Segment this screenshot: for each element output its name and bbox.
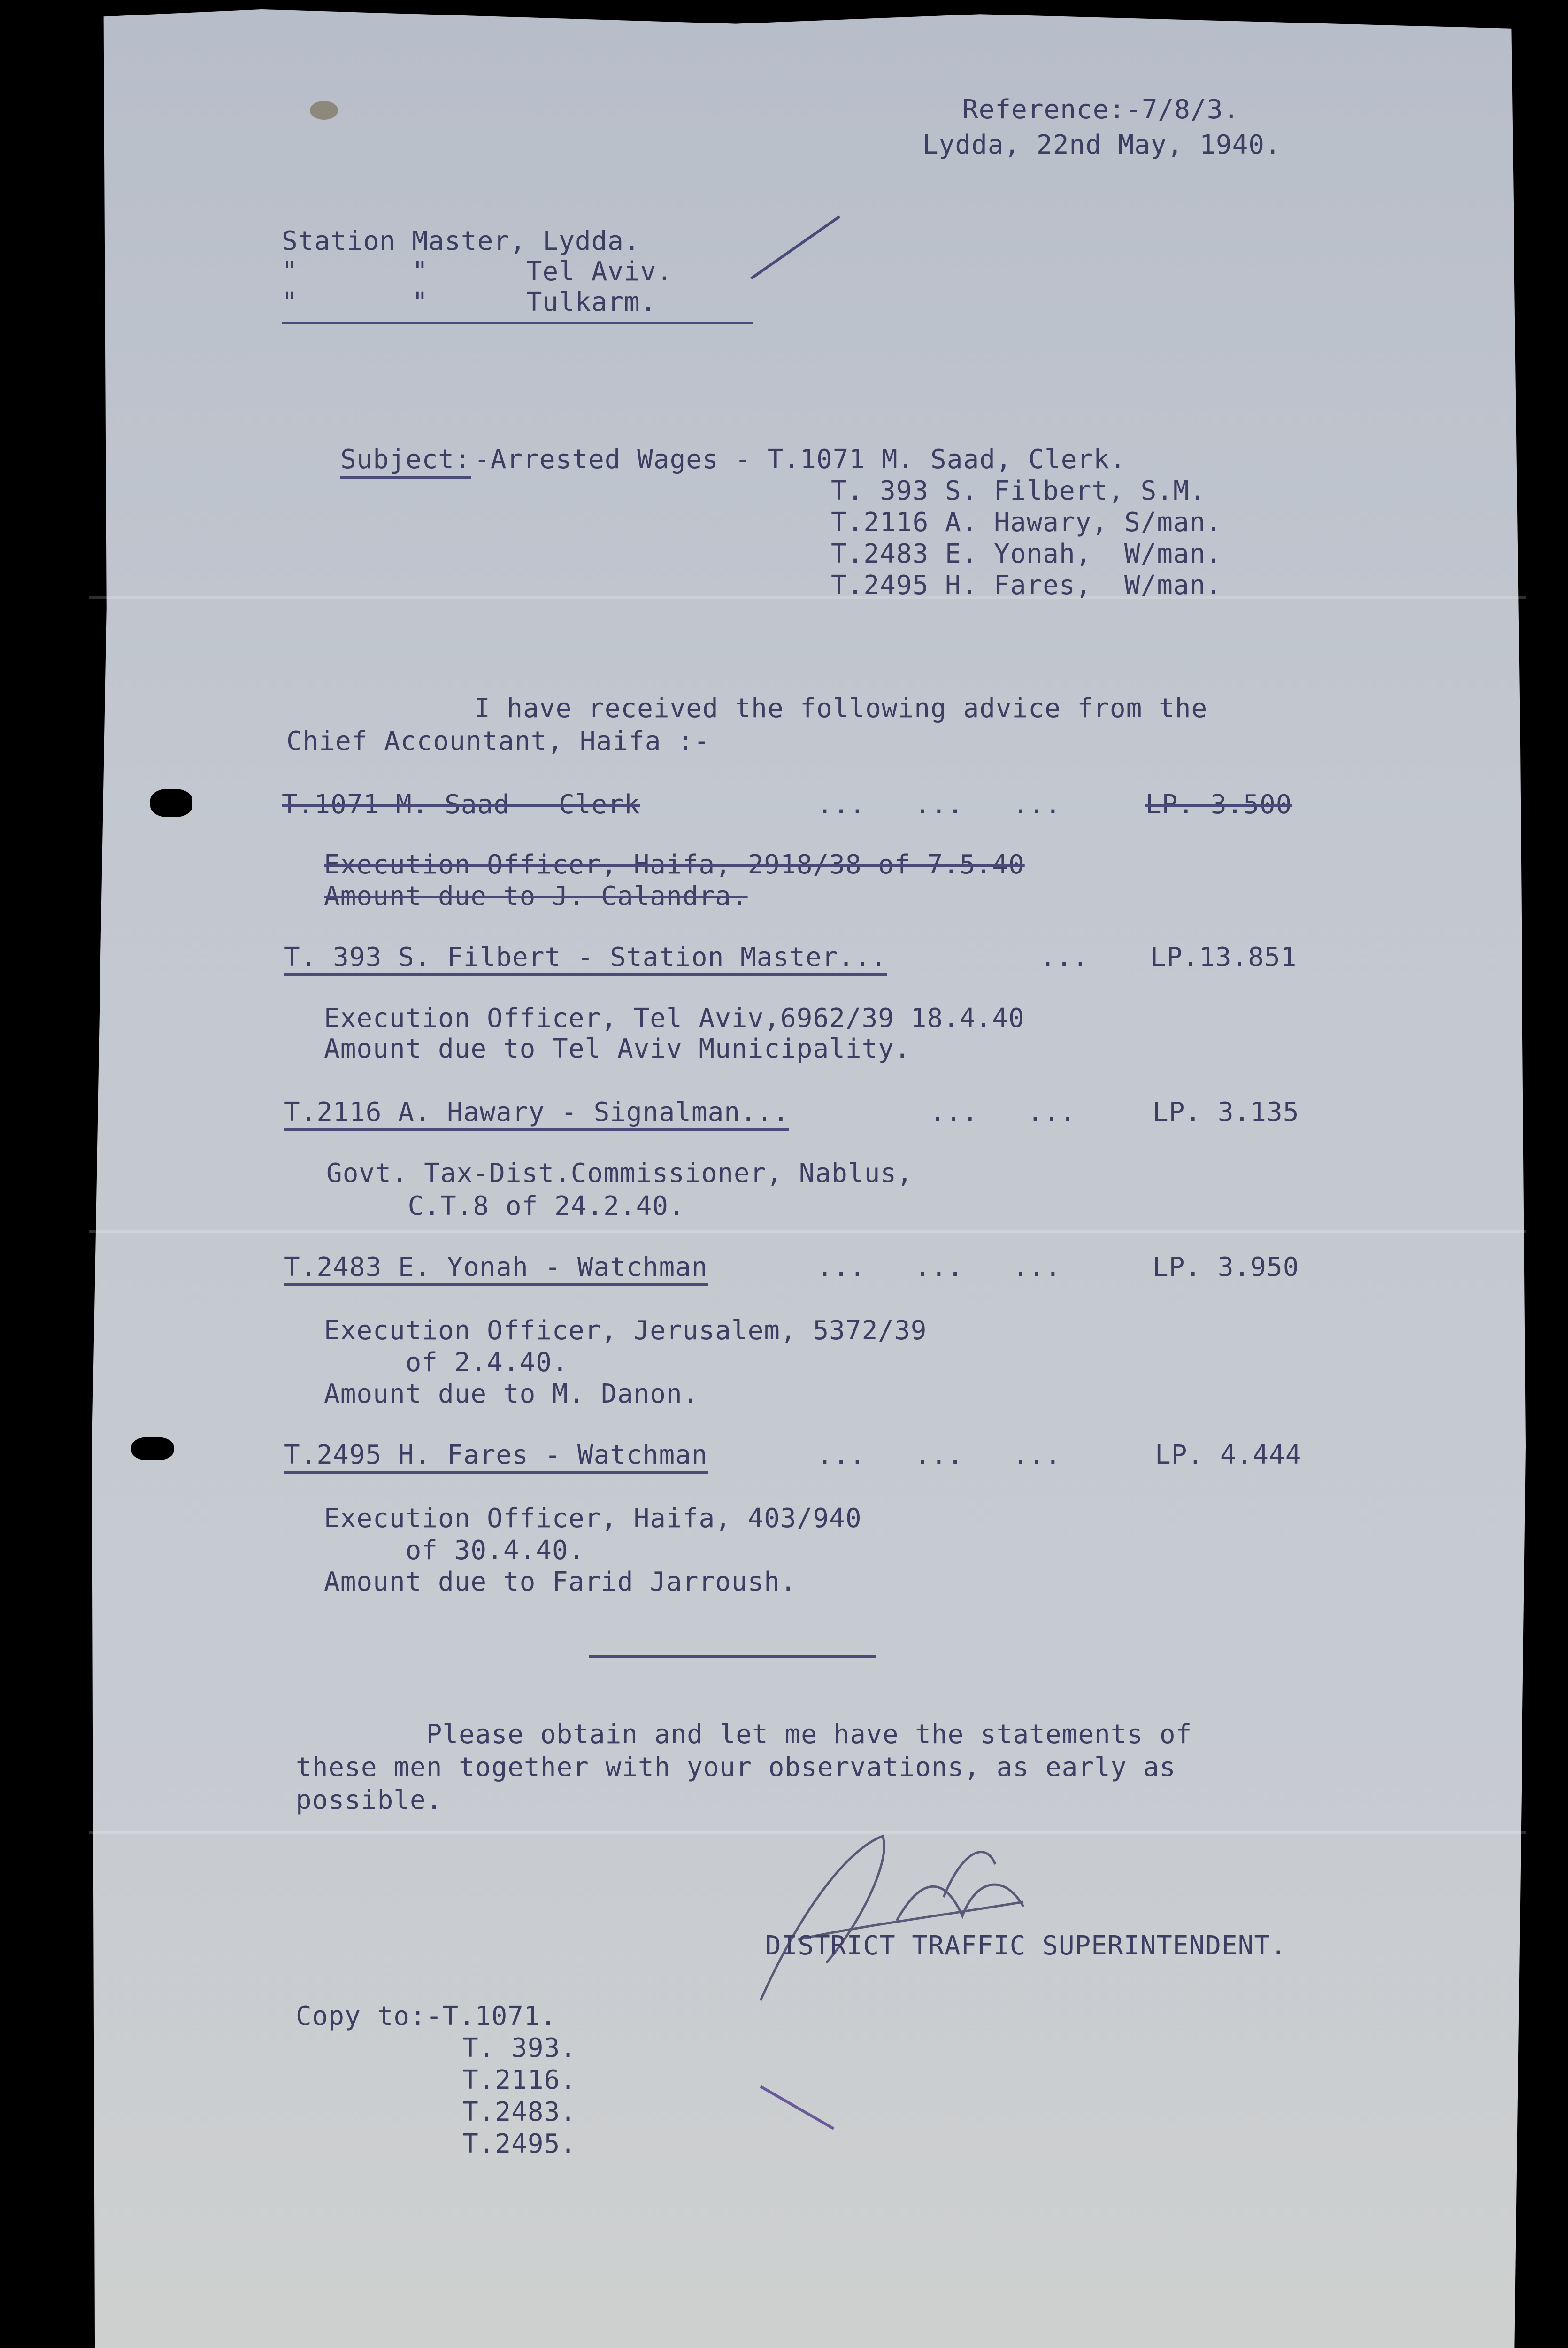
entry-detail: Amount due to M. Danon.	[324, 1379, 699, 1409]
entry-amount: LP. 4.444	[1155, 1440, 1302, 1470]
subject-line: T.2116 A. Hawary, S/man.	[831, 507, 1222, 538]
signature-title: DISTRICT TRAFFIC SUPERINTENDENT.	[765, 1931, 1287, 1961]
copy-to-line: T.2483.	[462, 2097, 577, 2127]
entry-head: T.2483 E. Yonah - Watchman	[284, 1251, 708, 1286]
addressee-line: Station Master, Lydda.	[282, 226, 640, 256]
closing-line: Please obtain and let me have the statements of	[296, 1719, 1192, 1750]
entry-head: T.1071 M. Saad - Clerk	[282, 789, 640, 820]
closing-line: these men together with your observations, as early as	[296, 1752, 1176, 1783]
entry-amount: LP. 3.950	[1153, 1252, 1299, 1282]
copy-to-line: Copy to:-T.1071.	[296, 2001, 557, 2031]
section-divider	[589, 1655, 876, 1658]
entry-detail: Amount due to Tel Aviv Municipality.	[324, 1034, 911, 1064]
addressee-underline	[282, 322, 753, 324]
entry-head: T. 393 S. Filbert - Station Master...	[284, 942, 887, 976]
entry-dots: ... ... ...	[817, 789, 1061, 820]
entry-detail: Govt. Tax-Dist.Commissioner, Nablus,	[326, 1158, 913, 1189]
ink-stain	[310, 101, 338, 120]
subject-line: T.2495 H. Fares, W/man.	[831, 570, 1222, 601]
entry-head: T.2116 A. Hawary - Signalman...	[284, 1097, 789, 1131]
addressee-line: " " Tel Aviv.	[282, 256, 673, 287]
entry-dots: ... ... ...	[817, 1252, 1061, 1282]
entry-detail: Amount due to J. Calandra.	[324, 881, 748, 911]
entry-detail: Execution Officer, Haifa, 2918/38 of 7.5.40	[324, 850, 1025, 880]
addressee-line: " " Tulkarm.	[282, 287, 657, 317]
entry-amount: LP. 3.500	[1145, 789, 1292, 820]
place-date: Lydda, 22nd May, 1940.	[922, 130, 1281, 160]
subject-line: T. 393 S. Filbert, S.M.	[831, 476, 1206, 506]
entry-detail: Execution Officer, Tel Aviv,6962/39 18.4.40	[324, 1003, 1025, 1034]
entry-dots: ...	[1040, 942, 1089, 973]
entry-detail: of 2.4.40.	[324, 1347, 569, 1378]
copy-to-line: T. 393.	[462, 2033, 577, 2063]
closing-line: possible.	[296, 1785, 443, 1815]
entry-dots: ... ...	[930, 1097, 1076, 1128]
fold-crease	[89, 1230, 1526, 1233]
intro-line: Chief Accountant, Haifa :-	[286, 726, 710, 757]
entry-amount: LP.13.851	[1150, 942, 1297, 973]
subject-text: -Arrested Wages - T.1071 M. Saad, Clerk.	[474, 444, 1126, 475]
entry-detail: Execution Officer, Haifa, 403/940	[324, 1503, 862, 1534]
punch-hole	[150, 789, 192, 817]
copy-to-line: T.2495.	[462, 2129, 577, 2159]
entry-head: T.2495 H. Fares - Watchman	[284, 1439, 708, 1474]
entry-amount: LP. 3.135	[1153, 1097, 1299, 1128]
handwritten-signature	[742, 1822, 1099, 2019]
entry-detail: Amount due to Farid Jarroush.	[324, 1567, 797, 1597]
punch-hole	[131, 1437, 174, 1460]
subject-line: T.2483 E. Yonah, W/man.	[831, 539, 1222, 569]
entry-detail: C.T.8 of 24.2.40.	[326, 1191, 685, 1221]
subject-label: Subject:	[340, 444, 471, 479]
entry-detail: Execution Officer, Jerusalem, 5372/39	[324, 1315, 927, 1346]
fold-crease	[89, 596, 1526, 599]
entry-dots: ... ... ...	[817, 1440, 1061, 1470]
copy-to-line: T.2116.	[462, 2065, 577, 2095]
entry-detail: of 30.4.40.	[324, 1535, 585, 1566]
intro-line: I have received the following advice from the	[474, 693, 1208, 724]
reference-number: Reference:-7/8/3.	[962, 94, 1240, 125]
